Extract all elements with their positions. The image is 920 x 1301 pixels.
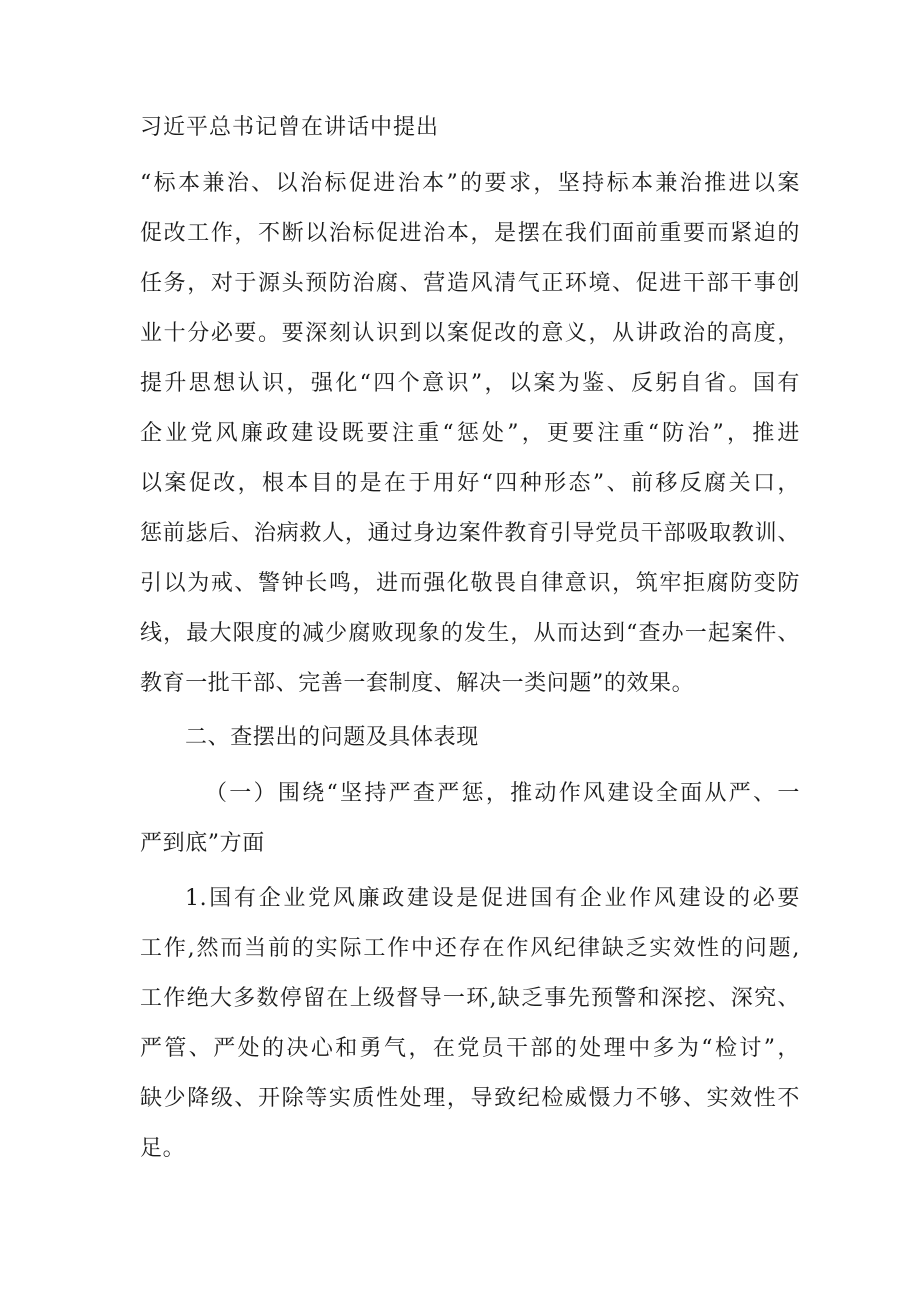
paragraph-1-line: 以案促改，根本目的是在于用好“四种形态”、前移反腐关口，: [140, 471, 800, 496]
paragraph-1-line: “标本兼治、以治标促进治本”的要求，坚持标本兼治推进以案: [140, 171, 800, 196]
paragraph-2-line: 1.国有企业党风廉政建设是促进国有企业作风建设的必要: [185, 886, 800, 911]
paragraph-1-line: 引以为戒、警钟长鸣，进而强化敬畏自律意识，筑牢拒腐防变防: [140, 571, 800, 596]
paragraph-2-line: 工作,然而当前的实际工作中还存在作风纪律缺乏实效性的问题,: [140, 936, 800, 961]
paragraph-2-line: 足。: [140, 1136, 186, 1161]
paragraph-2-line: 工作绝大多数停留在上级督导一环,缺乏事先预警和深挖、深究、: [140, 986, 800, 1011]
paragraph-1-line: 提升思想认识，强化“四个意识”，以案为鉴、反躬自省。国有: [140, 371, 800, 396]
paragraph-1-line: 企业党风廉政建设既要注重“惩处”，更要注重“防治”，推进: [140, 421, 800, 446]
paragraph-1-line: 教育一批干部、完善一套制度、解决一类问题”的效果。: [140, 671, 695, 696]
paragraph-1-line: 促改工作，不断以治标促进治本，是摆在我们面前重要而紧迫的: [140, 221, 800, 246]
subsection-heading: （一）围绕“坚持严查严惩，推动作风建设全面从严、一: [205, 781, 800, 806]
paragraph-2-line: 缺少降级、开除等实质性处理，导致纪检威慑力不够、实效性不: [140, 1086, 800, 1111]
paragraph-1-line: 惩前毖后、治病救人，通过身边案件教育引导党员干部吸取教训、: [140, 521, 800, 546]
section-heading: 二、查摆出的问题及具体表现: [185, 725, 479, 750]
paragraph-1-line: 线，最大限度的减少腐败现象的发生，从而达到“查办一起案件、: [140, 621, 800, 646]
paragraph-1-line: 任务，对于源头预防治腐、营造风清气正环境、促进干部干事创: [140, 271, 800, 296]
subsection-heading: 严到底”方面: [140, 831, 265, 856]
paragraph-2-line: 严管、严处的决心和勇气，在党员干部的处理中多为“检讨”，: [140, 1036, 800, 1061]
paragraph-1-line: 业十分必要。要深刻认识到以案促改的意义，从讲政治的高度，: [140, 321, 800, 346]
intro-line: 习近平总书记曾在讲话中提出: [140, 115, 440, 140]
